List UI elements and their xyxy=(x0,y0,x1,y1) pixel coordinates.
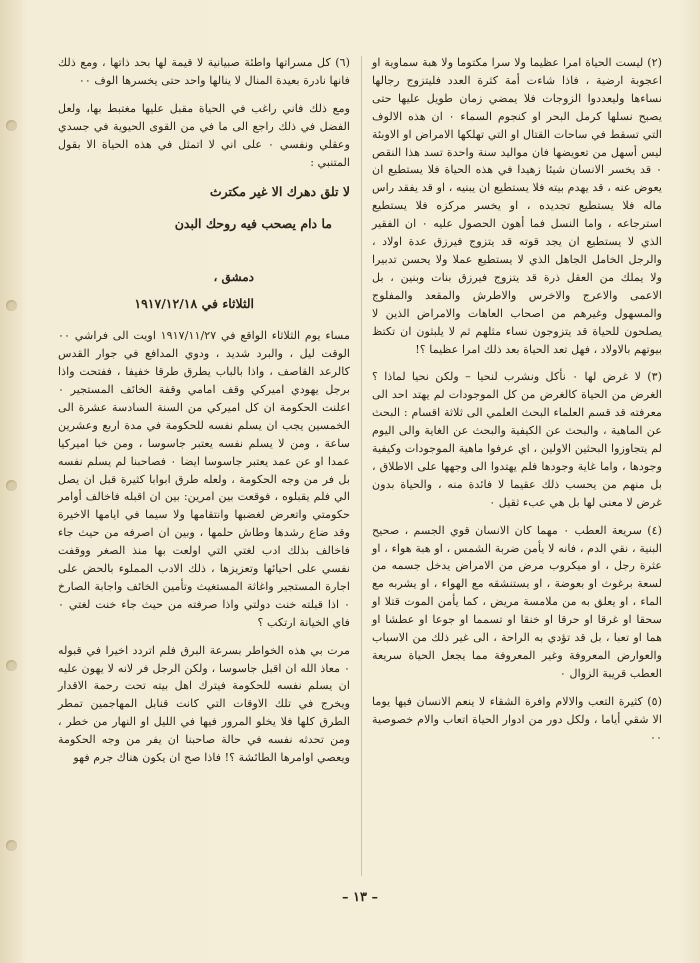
right-column xyxy=(372,54,662,757)
page-number: – ١٣ – xyxy=(341,890,379,905)
verse-line-1: لا تلق دهرك الا غير مكترث xyxy=(209,184,350,200)
paragraph-6: (٦) كل مسراتها واطئة صبيانية لا قيمة لها بحد ذاتها ، ومع ذلك فانها نادرة بعيدة المنال لا ينالها واحد حتى يخسرها الوف ٠٠ xyxy=(58,56,350,87)
column-divider xyxy=(361,56,362,876)
diary-date: الثلاثاء في ١٩١٧/١٢/١٨ xyxy=(134,296,254,312)
paragraph-3: (٣) لا غرض لها ٠ نأكل ونشرب لنحيا – ولكن نحيا لماذا ؟ الغرض من الحياة كالغرض من كل الموجودات لم يهتد احد الى معرفته قد قسم العلماء البحث العلمي الى ثلاثة اقسام : البحث عن الماهية ، والبحث عن الكيفية والبحث عن الغاية والى اليوم لم يتجاوزوا البحثين الاولين ، اي عرفوا ماهية الموجودات وكيفية وجودها ، واما غاية وجودها فلم يهتدوا الى وجهها على الاطلاق ، بل منهم من يحسب ذلك عقيما لا فائدة منه ، والحياة بدون غرض لا معنى لها بل هي عبء ثقيل ٠ xyxy=(372,370,663,509)
paragraph-5: (٥) كثيرة التعب والالام وافرة الشقاء لا ينعم الانسان فيها يوما الا شقي أياما ، ولكل دور من ادوار الحياة اتعاب والام خصوصية ٠٠ xyxy=(372,694,662,744)
diary-entry-paragraph-1: مساء يوم الثلاثاء الواقع في ١٩١٧/١١/٢٧ اويت الى فراشي ٠٠ الوقت ليل ، والبرد شديد ، ودوي المدافع في جوار القدس كالرعد القاصف ، واذا بالباب يطرق طرقا خفيفا ، ففتحت واذا برجل يهودي اميركي وقف امامي وقفة الخائف المستجير ٠ اعلنت الحكومة ان كل اميركي من السنة السادسة عشرة الى الخمسين يجب ان يسلم نفسه للحكومة في مدة اربع وعشرين ساعة ، ومن لا يسلم نفسه يعتبر جاسوسا ، ومن خبا اميركيا عمدا او عن عمد يعتبر جاسوسا ايضا ٠ فصاحبنا لم يسلم نفسه بل فر من وجه الحكومة ، ولعله طرق ابوابا كثيرة قبل ان يصل الي فلم يقبلوه ، فوقعت بين امرين: بين ان اقبله فاخالف أوامر حكومتي واتعرض لغضبها وانتقامها ولا سيما في ايامها الاخيرة وقد ضاع رشدها وطاش حلمها ، وبين ان اصرفه من حيث جاء فاخالف بذلك ادب لغتي التي اولعت بها منذ الصغر ووقفت نفسي على احيائها وتعزيزها ، ذلك الادب المملوء بالحض على اجارة المستجير واغاثة المستغيث وتأمين الخائف واجابة الصارخ ٠ اذا قبلته خنت دولتي واذا صرفته من حيث جاء خنت لغتي ٠ فاي الخيانة ارتكب ؟ xyxy=(58,329,351,629)
punch-hole xyxy=(6,480,17,491)
left-column xyxy=(58,54,350,777)
diary-entry-paragraph-2: مرت بي هذه الخواطر بسرعة البرق فلم اتردد اخيرا في قبوله ٠ معاذ الله ان اقبل جاسوسا ، ولكن الرجل فر لانه لا يهون عليه ان يسلم نفسه للحكومة فيترك اهل بيته تحت رحمة الاقدار ويخرج في تلك الاوقات التي كانت قنابل المهاجمين تمطر الطرق كلها فلا يخلو المرور فيها في الليل او النهار من خطر ، ومن تحدثه نفسه في حالة صاحبنا ان يفر من وجه الحكومة ويعصي اوامرها الطائشة ؟! فاذا صح ان يكون هناك جرم فهو xyxy=(58,643,350,765)
punch-hole xyxy=(6,300,17,311)
verse-line-2: ما دام يصحب فيه روحك البدن xyxy=(174,216,332,232)
diary-place: دمشق ، xyxy=(213,270,254,285)
punch-hole xyxy=(6,120,17,131)
punch-hole xyxy=(6,660,17,671)
paragraph-4: (٤) سريعة العطب ٠ مهما كان الانسان قوي الجسم ، صحيح البنية ، نقي الدم ، فانه لا يأمن ضربة الشمس ، او هبة هواء ، او عثرة رجل ، او ميكروب مرض من الامراض يدخل جسمه من لسعة برغوث او بعوضة ، او يستنشقه مع الهواء ، او يشربه مع الماء ، او يعلق به من ملامسة مريض ، كما يأمن الموت قتلا او سحقا او غرقا او حرقا او خنقا او تسمما او جوعا او عطشا او هما او تعبا ، بل قد تؤدي به الراحة ، الى غير ذلك من الاسباب والعوارض المعروفة وغير المعروفة مما يجعل الحياة سريعة العطب قريبة الزوال ٠ xyxy=(372,523,662,680)
paragraph-intro: ومع ذلك فاني راغب في الحياة مقبل عليها مغتبط بها، ولعل الفضل في ذلك راجع الى ما في من القوى الحيوية في جسدي وعقلي ونفسي ٠ على اني لا اتمثل في هذه الحياة الا بقول المتنبي : xyxy=(58,101,350,169)
punch-hole xyxy=(6,840,17,851)
paragraph-2: (٢) ليست الحياة امرا عظيما ولا سرا مكتوما ولا هبة سماوية او اعجوبة ارضية ، فاذا شاءت أمة كثرة العدد فليتزوج رجالها نساءها وليعددوا الزوجات فلا يمضي زمان طويل عليها حتى يصبح نسلها كرمل البحر او كنجوم السماء ٠ ان هذه الالوف التي تسقط في ساحات القتال او التي تهلكها الامراض او الاوبئة ليس أسهل من تعويضها فان مواليد سنة واحدة تسد هذا النقص ٠ قد يخسر الانسان شيئا زهيدا في هذه الحياة فلا يستطيع ان يعوض عنه ، قد يهدم بيته فلا يستطيع ان يبنيه ، او قد يفقد راس ماله فلا يستطيع تجديده ، او يخسر مركزه فلا يستطيع استرجاعه ، واما النسل فما أهون الحصول عليه ٠ ان الفقير الذي لا يستطيع ان يجد قوته قد يتزوج فيرزق عدة اولاد ، والرجل الخامل الجاهل الذي لا يستطيع عملا ولا يحسن تدبيرا ولا يملك من العقل ذرة قد يتزوج فيرزق بنات وبنين ، بل الاعمى والاعرج والاخرس والاطرش والمقعد والمفلوج والمسهول وغيرهم من اصحاب العاهات والامراض الذين لا يصلحون للحياة قد يتزوجون نساء مثلهم ثم لا يلبثون ان تكتظ بيوتهم بالاولاد ، فهل تعد الحياة بعد ذلك امرا عظيما ؟! xyxy=(372,56,662,356)
